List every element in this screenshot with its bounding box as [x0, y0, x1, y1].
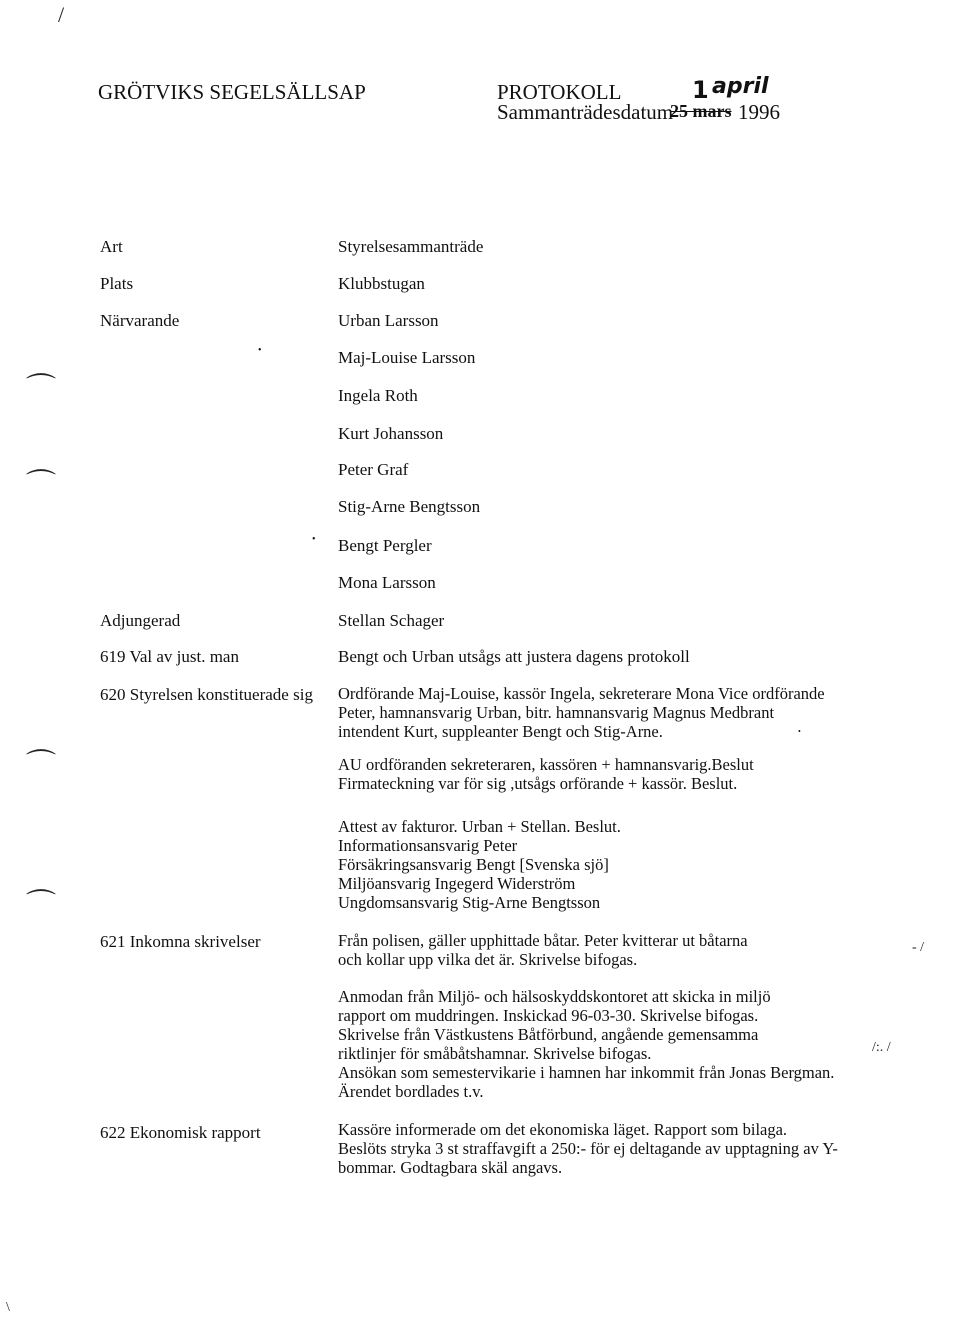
narvarande-label: Närvarande — [100, 311, 180, 330]
text-line: Ungdomsansvarig Stig-Arne Bengtsson — [338, 893, 601, 912]
text-line: Från polisen, gäller upphittade båtar. Peter kvitterar ut båtarna — [338, 931, 748, 950]
text-line: Ansökan som semestervikarie i hamnen har inkommit från Jonas Bergman. — [338, 1063, 835, 1082]
caret-mark-1: ⌒ — [26, 373, 56, 406]
protocol-number: 1 — [692, 76, 709, 104]
item-619-text: Bengt och Urban utsågs att justera dagens protokoll — [338, 647, 690, 666]
attendee-name: Stig-Arne Bengtsson — [338, 497, 481, 516]
bullet-dot: • — [798, 727, 801, 736]
item-620-paragraph-1 — [338, 684, 825, 741]
attendee-name: Ingela Roth — [338, 386, 418, 405]
meeting-date-label: Sammanträdesdatum — [497, 100, 674, 124]
text-line: Kassöre informerade om det ekonomiska läget. Rapport som bilaga. — [338, 1120, 788, 1139]
caret-mark-2: ⌒ — [26, 469, 56, 502]
text-line: Skrivelse från Västkustens Båtförbund, angående gemensamma — [338, 1025, 759, 1044]
adjungerad-value: Stellan Schager — [338, 611, 445, 630]
margin-tick-1: - / — [912, 940, 925, 955]
text-line: AU ordföranden sekreteraren, kassören + hamnansvarig.Beslut — [338, 755, 754, 774]
caret-mark-3: ⌒ — [26, 749, 56, 782]
item-621-label: 621 Inkomna skrivelser — [100, 932, 261, 951]
text-line: och kollar upp vilka det är. Skrivelse bifogas. — [338, 950, 638, 969]
art-label: Art — [100, 237, 123, 256]
text-line: Anmodan från Miljö- och hälsoskyddskontoret att skicka in miljö — [338, 987, 771, 1006]
item-619-label: 619 Val av just. man — [100, 647, 239, 666]
item-621-paragraph-1 — [338, 931, 748, 969]
text-line: Informationsansvarig Peter — [338, 836, 518, 855]
bullet-dot: • — [258, 345, 262, 356]
club-name: GRÖTVIKS SEGELSÄLLSAP — [98, 80, 366, 104]
plats-label: Plats — [100, 274, 134, 293]
text-line: Miljöansvarig Ingegerd Widerström — [338, 874, 576, 893]
item-620-paragraph-2 — [338, 755, 754, 793]
item-620-paragraph-3 — [338, 817, 621, 912]
attendee-name: Urban Larsson — [338, 311, 439, 330]
text-line: Firmateckning var för sig ,utsågs orförande + kassör. Beslut. — [338, 774, 738, 793]
caret-mark-4: ⌒ — [26, 889, 56, 922]
art-value: Styrelsesammanträde — [338, 237, 484, 256]
corner-scribble: / — [58, 2, 65, 27]
attendee-name: Mona Larsson — [338, 573, 436, 592]
struck-date: 25 mars — [670, 101, 732, 121]
text-line: riktlinjer för småbåtshamnar. Skrivelse bifogas. — [338, 1044, 652, 1063]
text-line: bommar. Godtagbara skäl angavs. — [338, 1158, 563, 1177]
bottom-corner-mark: \ — [6, 1300, 10, 1315]
attendee-name: Bengt Pergler — [338, 536, 432, 555]
item-621-paragraph-2 — [338, 987, 834, 1101]
protocol-label: PROTOKOLL — [497, 80, 622, 104]
text-line: Beslöts stryka 3 st straffavgift a 250:- för ej deltagande av upptagning av Y- — [338, 1139, 838, 1158]
text-line: Attest av fakturor. Urban + Stellan. Beslut. — [338, 817, 621, 836]
bullet-dot: • — [312, 534, 316, 545]
margin-tick-2: /:. / — [872, 1040, 891, 1055]
item-622-label: 622 Ekonomisk rapport — [100, 1123, 261, 1142]
item-622-paragraph-1 — [338, 1120, 838, 1177]
meeting-year: 1996 — [738, 100, 780, 124]
text-line: Försäkringsansvarig Bengt [Svenska sjö] — [338, 855, 609, 874]
text-line: Ordförande Maj-Louise, kassör Ingela, sekreterare Mona Vice ordförande — [338, 684, 825, 703]
attendee-name: Peter Graf — [338, 460, 409, 479]
text-line: Peter, hamnansvarig Urban, bitr. hamnansvarig Magnus Medbrant — [338, 703, 775, 722]
plats-value: Klubbstugan — [338, 274, 425, 293]
handwritten-date: april — [712, 74, 769, 99]
attendee-name: Maj-Louise Larsson — [338, 348, 476, 367]
text-line: Ärendet bordlades t.v. — [338, 1082, 484, 1101]
item-620-label: 620 Styrelsen konstituerade sig — [100, 685, 313, 704]
text-line: rapport om muddringen. Inskickad 96-03-30. Skrivelse bifogas. — [338, 1006, 759, 1025]
adjungerad-label: Adjungerad — [100, 611, 181, 630]
text-line: intendent Kurt, suppleanter Bengt och Stig-Arne. — [338, 722, 663, 741]
attendee-name: Kurt Johansson — [338, 424, 444, 443]
